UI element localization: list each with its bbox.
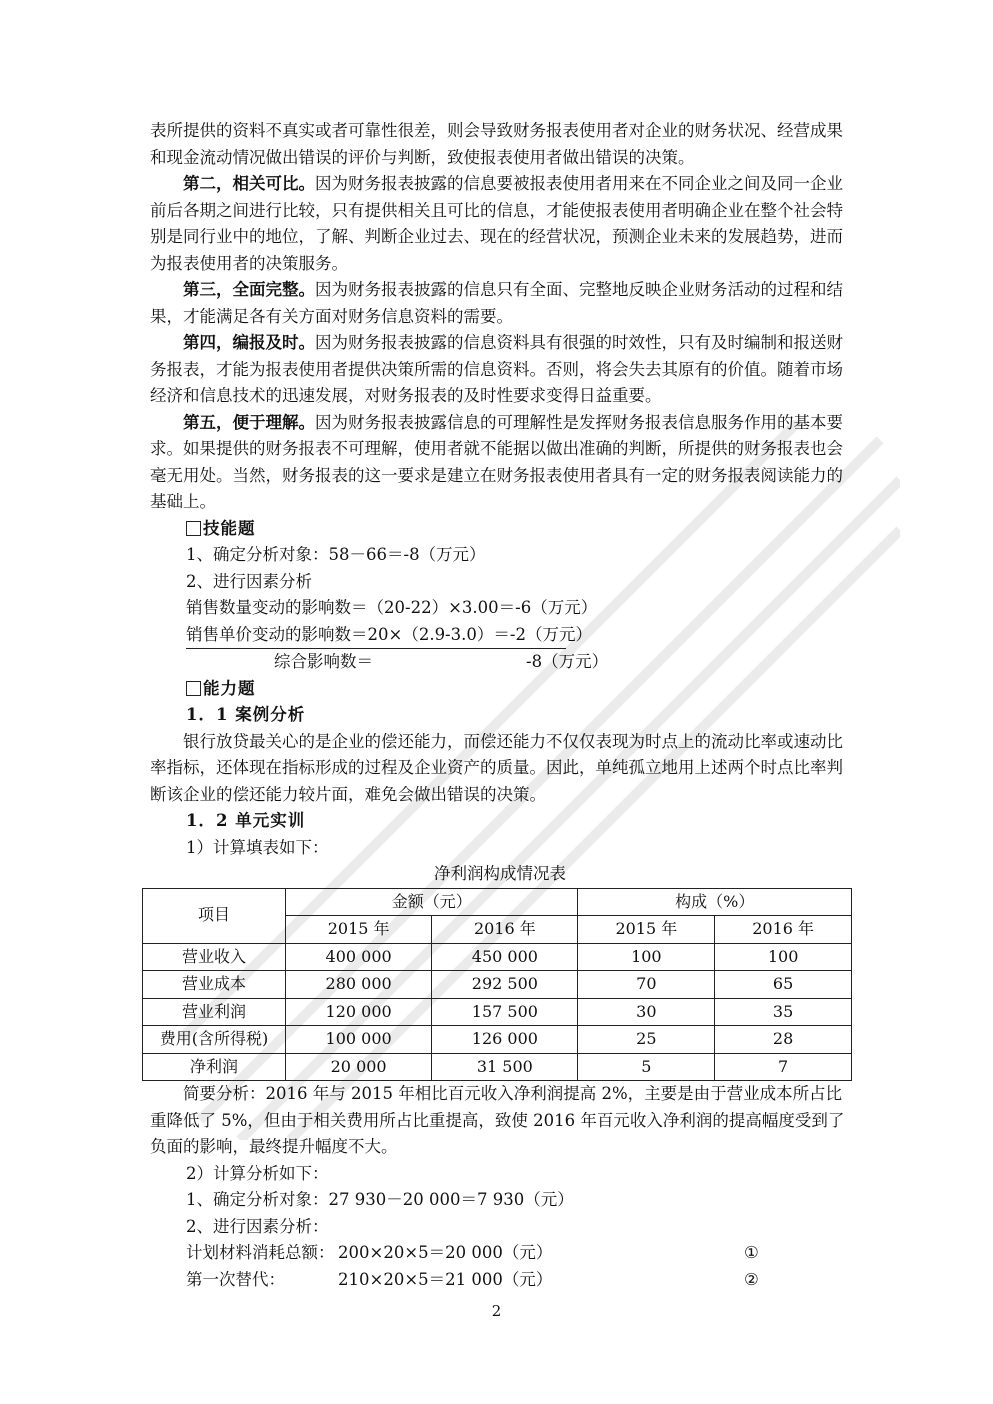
calc2-line-2: 2、进行因素分析： [186,1216,329,1236]
substitution-value: 210×20×5＝21 000（元） [338,1269,553,1289]
substitution-label: 第一次替代： [186,1269,285,1289]
ability-heading [150,676,850,703]
calc-intro: 1）计算填表如下： [186,837,329,857]
checkbox-square-icon [186,681,201,696]
paragraph-heading: 第三，全面完整。 [183,280,315,299]
paragraph-reliability-end: 表所提供的资料不真实或者可靠性很差，则会导致财务报表使用者对企业的财务状况、经营成果和现金流动情况做出错误的评价与判断，致使报表使用者做出错误的决策。 [150,121,843,167]
table-header-year: 2016 年 [432,916,578,944]
table-title: 净利润构成情况表 [434,864,566,883]
analysis-summary: 简要分析：2016 年与 2015 年相比百元收入净利润提高 2%，主要是由于营业成本所占比重降低了 5%，但由于相关费用所占比重提高，致使 2016 年百元收入净利润的提高幅度受到了负面的影响，最终提升幅度不大。 [150,1084,845,1156]
paragraph-body: 因为财务报表披露的信息要被报表使用者用来在不同企业之间及同一企业前后各期之间进行比较，只有提供相关且可比的信息，才能使报表使用者明确企业在整个社会特别是同行业中的地位，了解、判断企业过去、现在的经营状况，预测企业未来的发展趋势，进而为报表使用者的决策服务。 [150,174,843,273]
plan-value: 200×20×5＝20 000（元） [338,1243,553,1262]
circled-marker: ① [744,1243,759,1262]
table-header-amount: 金额（元） [286,888,578,916]
table-cell: 7 [715,1053,852,1081]
paragraph-heading: 第四，编报及时。 [183,333,315,352]
calc2-intro: 2）计算分析如下： [186,1163,329,1183]
skills-line-1: 1、确定分析对象：58－66＝-8（万元） [186,545,486,564]
table-header-row [143,888,852,916]
table-cell: 费用(含所得税) [143,1026,286,1054]
table-row [143,943,852,971]
skills-heading [150,516,850,543]
paragraph-understandable [150,410,850,516]
table-cell: 280 000 [286,971,432,999]
paragraph-heading: 第二，相关可比。 [183,174,315,193]
table-header-structure: 构成（%） [578,888,852,916]
table-cell: 120 000 [286,998,432,1026]
total-value: -8（万元） [526,652,609,671]
table-cell: 20 000 [286,1053,432,1081]
table-cell: 292 500 [432,971,578,999]
checkbox-square-icon [186,521,201,536]
table-cell: 100 [715,943,852,971]
page-number: 2 [491,1302,502,1320]
case-text: 银行放贷最关心的是企业的偿还能力，而偿还能力不仅仅表现为时点上的流动比率或速动比率指标，还体现在指标形成的过程及企业资产的质量。因此，单纯孤立地用上述两个时点比率判断该企业的偿还能力较片面，难免会做出错误的决策。 [150,731,843,804]
table-cell: 65 [715,971,852,999]
table-cell: 28 [715,1026,852,1054]
table-cell: 35 [715,998,852,1026]
table-cell: 净利润 [143,1053,286,1081]
paragraph-heading: 第五，便于理解。 [183,412,315,432]
table-row [143,971,852,999]
skills-heading-label: 技能题 [203,518,256,538]
skills-line-4: 销售单价变动的影响数＝20×（2.9-3.0）＝-2（万元） [186,624,592,644]
table-cell: 450 000 [432,943,578,971]
table-cell: 营业成本 [143,971,286,999]
table-header-year: 2015 年 [286,916,432,944]
table-cell: 营业利润 [143,998,286,1026]
table-row [143,1026,852,1054]
circled-marker: ② [744,1269,759,1289]
table-cell: 100 [578,943,715,971]
table-row [143,1053,852,1081]
table-cell: 30 [578,998,715,1026]
calc2-line-1: 1、确定分析对象：27 930－20 000＝7 930（元） [186,1190,574,1209]
case-heading: 1．1 案例分析 [186,705,306,724]
plan-label: 计划材料消耗总额： [186,1243,335,1262]
table-header-item: 项目 [143,888,286,943]
ability-heading-label: 能力题 [203,678,256,698]
skills-line-3: 销售数量变动的影响数＝（20-22）×3.00＝-6（万元） [186,598,598,617]
main-content [150,118,850,1293]
table-cell: 营业收入 [143,943,286,971]
table-cell: 157 500 [432,998,578,1026]
paragraph-comparable [150,171,850,277]
paragraph-timely [150,330,850,410]
net-profit-table [142,888,852,1082]
paragraph-body: 因为财务报表披露的信息资料具有很强的时效性，只有及时编制和报送财务报表，才能为报表使用者提供决策所需的信息资料。否则，将会失去其原有的价值。随着市场经济和信息技术的迅速发展，对财务报表的及时性要求变得日益重要。 [150,333,843,405]
paragraph-body: 因为财务报表披露的信息只有全面、完整地反映企业财务活动的过程和结果，才能满足各有关方面对财务信息资料的需要。 [150,280,843,326]
skills-line-2: 2、进行因素分析 [186,571,312,591]
substitution-row [150,1267,850,1294]
paragraph-complete [150,277,850,330]
total-label: 综合影响数＝ [274,652,373,671]
table-cell: 100 000 [286,1026,432,1054]
table-cell: 5 [578,1053,715,1081]
table-header-year: 2016 年 [715,916,852,944]
paragraph-body: 因为财务报表披露信息的可理解性是发挥财务报表信息服务作用的基本要求。如果提供的财务报表不可理解，使用者就不能据以做出准确的判断，所提供的财务报表也会毫无用处。当然，财务报表的这一要求是建立在财务报表使用者具有一定的财务报表阅读能力的基础上。 [150,412,843,511]
table-row [143,998,852,1026]
table-cell: 25 [578,1026,715,1054]
table-cell: 70 [578,971,715,999]
table-cell: 31 500 [432,1053,578,1081]
unit-heading: 1．2 单元实训 [186,811,306,830]
table-cell: 126 000 [432,1026,578,1054]
table-cell: 400 000 [286,943,432,971]
skills-total-row [150,649,850,676]
plan-row [150,1240,850,1267]
table-header-year: 2015 年 [578,916,715,944]
